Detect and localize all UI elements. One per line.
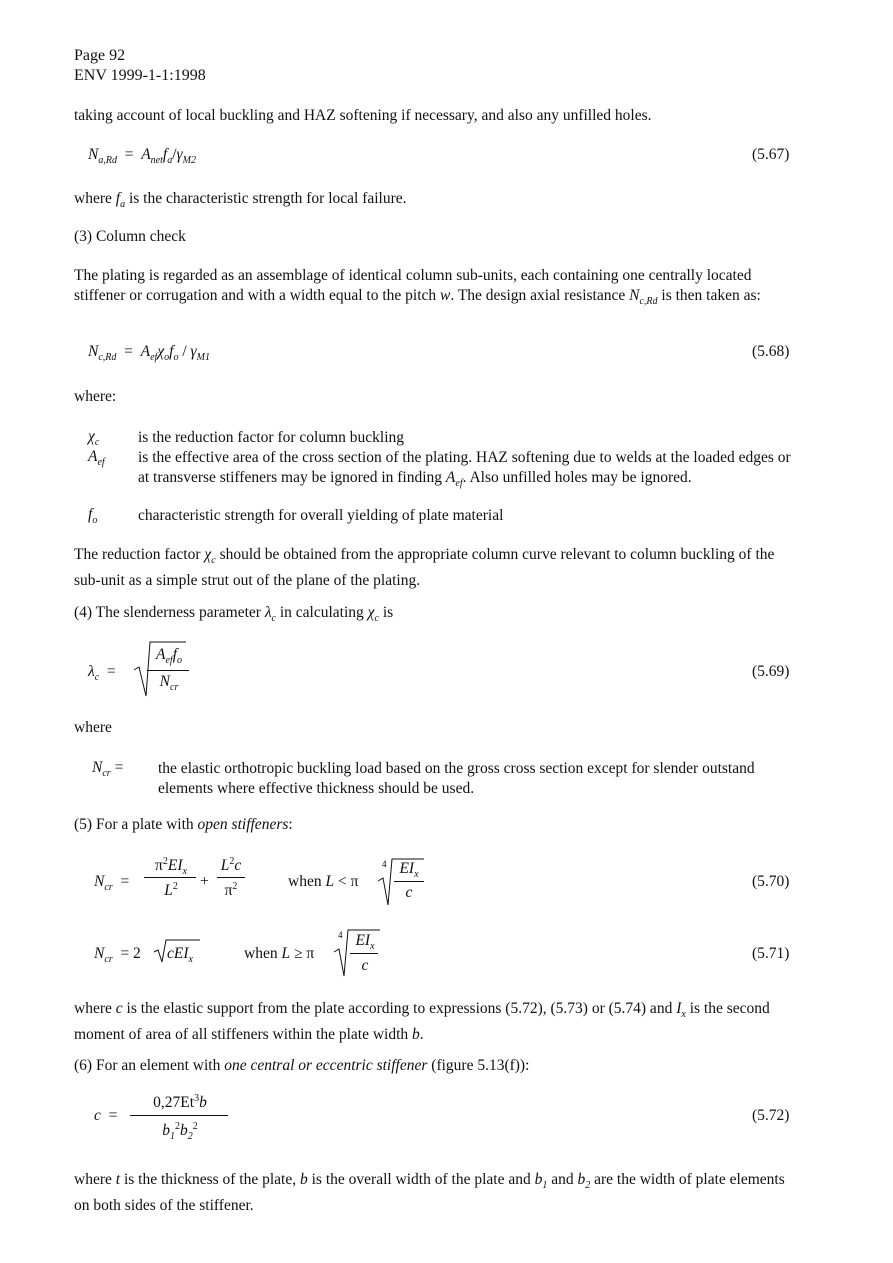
- equation-number: (5.68): [752, 343, 790, 360]
- standard-reference: ENV 1999-1-1:1998: [74, 67, 206, 84]
- equation-5-68: $N_{c,Rd} = A_{ef}\chi_of_o / \gamma_{M1}$: [88, 343, 210, 363]
- definition-chi-c: is the reduction factor for column buckling: [138, 429, 405, 446]
- section-heading: (3) Column check: [74, 228, 186, 245]
- symbol-n-cr: $N_{cr}$ =: [92, 759, 124, 779]
- definition-n-cr: the elastic orthotropic buckling load based on the gross cross section except for slender outstand elements where effective thickness should be used.: [158, 760, 755, 797]
- elastic-support-paragraph: where c is the elastic support from the plate according to expressions (5.72), (5.73) or (5.74) and $I_x$ is the second moment of area of all stiffeners within the plate width b.: [74, 1000, 770, 1043]
- definition-a-ef: is the effective area of the cross section of the plating. HAZ softening due to welds at the loaded edges or at transverse stiffeners may be ignored in finding $A_{ef}$. Also unfilled holes may be ignored.: [138, 449, 791, 489]
- page-number: Page 92: [74, 47, 126, 64]
- plate-thickness-paragraph: where t is the thickness of the plate, b is the overall width of the plate and $b_1$ and $b_2$ are the width of plate elements on both sides of the stiffener.: [74, 1171, 785, 1214]
- section-heading: (4) The slenderness parameter $\lambda_c$ in calculating $\chi_c$ is: [74, 604, 394, 624]
- symbol-f-o: $f_o$: [88, 506, 98, 526]
- reduction-factor-paragraph: The reduction factor $\chi_c$ should be obtained from the appropriate column curve relevant to column buckling of the sub-unit as a simple strut out of the plane of the plating.: [74, 546, 775, 589]
- column-check-paragraph: The plating is regarded as an assemblage of identical column sub-units, each containing one centrally located stiffener or corrugation and with a width equal to the pitch w. The design axial resistance $N_{c,Rd}$ is then taken as:: [74, 267, 761, 307]
- equation-number: (5.72): [752, 1107, 790, 1124]
- equation-number: (5.71): [752, 945, 790, 962]
- section-heading: (6) For an element with one central or eccentric stiffener (figure 5.13(f)):: [74, 1057, 530, 1074]
- svg-text:4: 4: [338, 930, 343, 940]
- svg-text:4: 4: [382, 859, 387, 869]
- equation-number: (5.69): [752, 663, 790, 680]
- where-label: where:: [74, 388, 117, 405]
- intro-text: taking account of local buckling and HAZ softening if necessary, and also any unfilled holes.: [74, 107, 652, 124]
- fa-definition: where $f_a$ is the characteristic strength for local failure.: [74, 190, 407, 210]
- where-label: where: [74, 719, 112, 736]
- section-heading: (5) For a plate with open stiffeners:: [74, 816, 293, 833]
- symbol-a-ef: $A_{ef}$: [88, 448, 105, 468]
- equation-number: (5.67): [752, 146, 790, 163]
- definition-f-o: characteristic strength for overall yielding of plate material: [138, 507, 504, 524]
- symbol-chi-c: $\chi_c$: [88, 428, 100, 448]
- equation-number: (5.70): [752, 873, 790, 890]
- equation-5-67: $N_{a,Rd} = A_{net}f_a/\gamma_{M2}$: [88, 146, 196, 166]
